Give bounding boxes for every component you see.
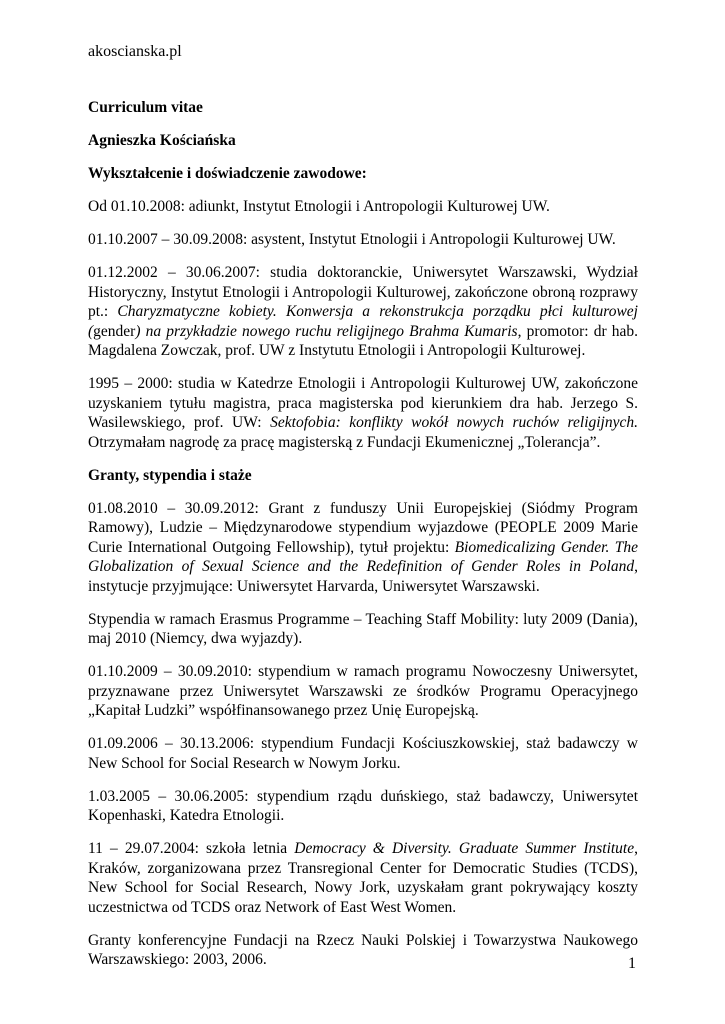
grant-entry [88, 839, 638, 917]
document-title: Curriculum vitae [88, 99, 203, 116]
site-header: akoscianska.pl [88, 43, 182, 60]
page-number: 1 [628, 955, 636, 972]
entry-text: , instytucje przyjmujące: Uniwersytet Harvarda, Uniwersytet Warszawski. [88, 558, 638, 595]
grant-entry: Granty konferencyjne Fundacji na Rzecz Nauki Polskiej i Towarzystwa Naukowego Warszawskiego: 2003, 2006. [88, 931, 638, 968]
entry-text: , Kraków, zorganizowana przez Transregional Center for Democratic Studies (TCDS), New School for Social Research, Nowy Jork, uzyskałam grant pokrywający koszty uczestnictwa od TCDS oraz Network of East West Women. [88, 840, 638, 916]
thesis-title: Sektofobia: konflikty wokół nowych ruchów religijnych. [270, 414, 638, 431]
education-entry-ma [88, 374, 638, 452]
entry-text: 11 – 29.07.2004: szkoła letnia [88, 840, 295, 857]
entry-text: 01.08.2010 – 30.09.2012: Grant z funduszy Unii Europejskiej (Siódmy Program Ramowy), Ludzie – Międzynarodowe stypendium wyjazdowe (PEOPLE 2009 Marie Curie International Outgoing Fellowship), tytuł projektu: [88, 499, 638, 556]
education-entry-phd [88, 263, 638, 361]
school-title: Democracy & Diversity. Graduate Summer Institute [294, 840, 635, 857]
thesis-title-cont: ) na przykładzie nowego ruchu religijnego Brahma Kumaris [135, 322, 518, 340]
entry-text: Otrzymałam nagrodę za pracę magisterską z Fundacji Ekumenicznej „Tolerancja”. [88, 433, 601, 451]
grant-entry: Stypendia w ramach Erasmus Programme – Teaching Staff Mobility: luty 2009 (Dania), maj 2010 (Niemcy, dwa wyjazdy). [88, 610, 638, 647]
author-name: Agnieszka Kościańska [88, 132, 236, 149]
entry-text: 01.12.2002 – 30.06.2007: studia doktoranckie, Uniwersytet Warszawski, Wydział Historyczny, Instytut Etnologii i Antropologii Kulturowej, zakończone obroną rozprawy pt.: [88, 264, 638, 320]
document-body [88, 98, 638, 983]
grant-entry [88, 499, 638, 597]
grant-entry: 01.09.2006 – 30.13.2006: stypendium Fundacji Kościuszkowskiej, staż badawczy w New School for Social Research w Nowym Jorku. [88, 735, 638, 772]
grant-entry: 1.03.2005 – 30.06.2005: stypendium rządu duńskiego, staż badawczy, Uniwersytet Kopenhaski, Katedra Etnologii. [88, 787, 638, 824]
section-heading-education: Wykształcenie i doświadczenie zawodowe: [88, 165, 367, 182]
education-entry: Od 01.10.2008: adiunkt, Instytut Etnologii i Antropologii Kulturowej UW. [88, 198, 550, 215]
education-entry: 01.10.2007 – 30.09.2008: asystent, Instytut Etnologii i Antropologii Kulturowej UW. [88, 231, 616, 248]
thesis-title: Charyzmatyczne kobiety. Konwersja a rekonstrukcja porządku płci kulturowej ( [88, 303, 638, 340]
entry-text: , promotor: dr hab. Magdalena Zowczak, prof. UW z Instytutu Etnologii i Antropologii Kulturowej. [88, 322, 638, 359]
grant-entry: 01.10.2009 – 30.09.2010: stypendium w ramach programu Nowoczesny Uniwersytet, przyznawane przez Uniwersytet Warszawski ze środków Programu Operacyjnego „Kapitał Ludzki” współfinansowanego przez Unię Europejską. [88, 663, 638, 719]
entry-text: 1995 – 2000: studia w Katedrze Etnologii i Antropologii Kulturowej UW, zakończone uzyskaniem tytułu magistra, praca magisterska pod kierunkiem dra hab. Jerzego S. Wasilewskiego, prof. UW: [88, 375, 638, 431]
section-heading-grants: Granty, stypendia i staże [88, 466, 252, 484]
entry-text: gender [93, 322, 136, 340]
project-title: Biomedicalizing Gender. The Globalization of Sexual Science and the Redefinition of Gender Roles in Poland [88, 538, 638, 575]
